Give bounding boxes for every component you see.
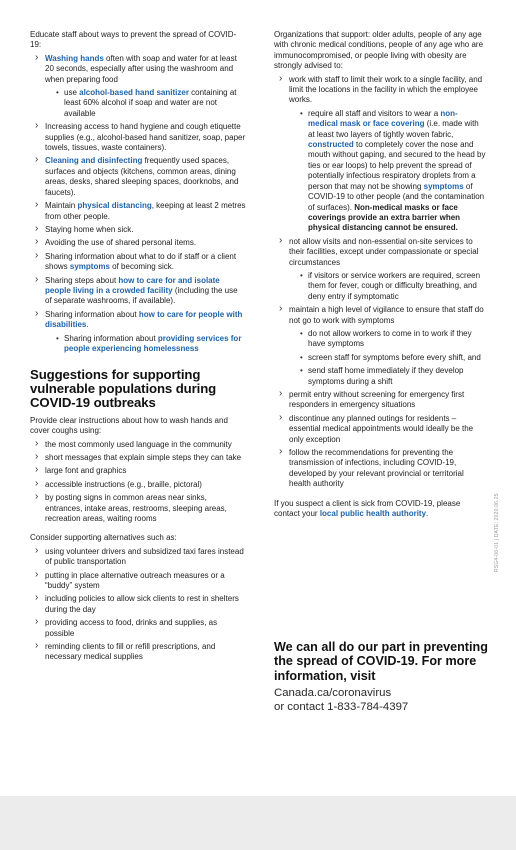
homelessness-link[interactable]: providing services for people experiencing homelessness: [64, 333, 242, 353]
washing-hands-link[interactable]: Washing hands: [45, 53, 104, 63]
prevention-list: [30, 54, 246, 355]
list-item: • do not allow workers to come in to work if they have symptoms: [274, 329, 486, 350]
list-item: › including policies to allow sick clients to rest in shelters during the day: [30, 594, 246, 615]
staff-intro: Educate staff about ways to prevent the spread of COVID-19:: [30, 30, 237, 50]
list-item: › permit entry without screening for emergency first responders in emergency situations: [274, 390, 486, 411]
call-to-action: [274, 640, 498, 715]
organizations-list: [274, 75, 486, 490]
alternatives-intro: Consider supporting alternatives such as:: [30, 533, 177, 543]
hand-sanitizer-link[interactable]: alcohol-based hand sanitizer: [79, 88, 189, 98]
list-item: • screen staff for symptoms before every shift, and: [274, 353, 486, 363]
list-item: › providing access to food, drinks and supplies, as possible: [30, 618, 246, 639]
list-item: • use alcohol-based hand sanitizer containing at least 60% alcohol if soap and water are not available: [30, 88, 246, 119]
wash-intro: Provide clear instructions about how to wash hands and cover coughs using:: [30, 415, 228, 436]
sick-client-note: If you suspect a client is sick from COVID-19, please contact your local public health authority.: [274, 498, 461, 519]
coronavirus-url-link[interactable]: Canada.ca/coronavirus: [274, 687, 392, 700]
list-item: › not allow visits and non-essential on-site services to their facilities, except under compassionate or special circumstances: [274, 237, 486, 268]
contact-phone: or contact 1-833-784-4397: [274, 701, 409, 714]
cleaning-disinfecting-link[interactable]: Cleaning and disinfecting: [45, 156, 143, 166]
list-item: › Increasing access to hand hygiene and cough etiquette supplies (e.g., alcohol-based hand sanitizer, soap, paper towels, tissues, waste containers).: [30, 122, 246, 153]
disabilities-link[interactable]: how to care for people with disabilities: [45, 309, 243, 330]
list-item: › Maintain physical distancing, keeping at least 2 metres from other people.: [30, 201, 246, 222]
list-item: › reminding clients to fill or refill prescriptions, and necessary medical supplies: [30, 642, 246, 663]
list-item: › using volunteer drivers and subsidized taxi fares instead of public transportation: [30, 547, 246, 568]
mask-link[interactable]: non-medical mask or face covering: [308, 108, 458, 129]
alternatives-list: [30, 547, 246, 663]
list-item: • if visitors or service workers are required, screen them for fever, cough or difficulty breathing, and deny entry if symptomatic: [274, 271, 486, 302]
public-health-authority-link[interactable]: local public health authority: [319, 509, 427, 519]
organizations-intro: Organizations that support: older adults, people of any age with chronic medical conditions, people of any age who are immunocompromised, or people living with obesity are strongly advised to:: [274, 30, 484, 71]
list-item: › Avoiding the use of shared personal items.: [30, 238, 246, 248]
section-heading: Suggestions for supporting vulnerable populations during COVID-19 outbreaks: [30, 367, 217, 410]
cta-heading: We can all do our part in preventing the spread of COVID-19. For more information, visit: [274, 640, 488, 683]
physical-distancing-link[interactable]: physical distancing: [77, 201, 152, 211]
list-item: › follow the recommendations for preventing the transmission of infections, including COVID-19, developed by your relevant provincial or territorial health authority: [274, 448, 486, 490]
list-item: › the most commonly used language in the community: [30, 440, 246, 450]
list-item: › Sharing information about what to do if staff or a client shows symptoms of becoming sick.: [30, 252, 246, 273]
list-item: › accessible instructions (e.g., braille, pictoral): [30, 480, 246, 490]
wash-instructions-list: [30, 440, 246, 525]
list-item: › putting in place alternative outreach measures or a “buddy” system: [30, 571, 246, 592]
symptoms-link[interactable]: symptoms: [69, 262, 110, 272]
list-item: › large font and graphics: [30, 466, 246, 476]
left-column: [30, 30, 246, 663]
list-item: › Washing hands often with soap and water for at least 20 seconds, especially after using the washroom and when preparing food: [30, 54, 246, 85]
list-item: • Sharing information about providing services for people experiencing homelessness: [30, 334, 246, 355]
symptoms-link[interactable]: symptoms: [423, 181, 464, 191]
mask-emphasis: Non-medical masks or face coverings provide an extra barrier when physical distancing cannot be ensured.: [308, 202, 461, 233]
list-item: • send staff home immediately if they develop symptoms during a shift: [274, 366, 486, 387]
list-item: › maintain a high level of vigilance to ensure that staff do not go to work with symptoms: [274, 305, 486, 326]
list-item: › Staying home when sick.: [30, 225, 246, 235]
list-item: • require all staff and visitors to wear a non-medical mask or face covering (i.e. made with at least two layers of tightly woven fabric, constructed to completely cover the nose and mouth without gaping, and secured to the head by ties or ear loops) to help prevent the spread of potentially infectious respiratory droplets from a person that may not be showing symptoms of COVID-19 to other people (and the contamination of surfaces). Non-medical masks or face coverings provide an extra barrier when physical distancing cannot be ensured.: [274, 109, 486, 234]
publication-code: RSG4-06-01 | DATE: 2020.06.25: [494, 493, 500, 572]
footer-band: [0, 796, 516, 850]
list-item: › short messages that explain simple steps they can take: [30, 453, 246, 463]
crowded-facility-link[interactable]: how to care for and isolate people living in a crowded facility: [45, 275, 220, 295]
constructed-link[interactable]: constructed: [308, 140, 354, 150]
list-item: › by posting signs in common areas near sinks, entrances, intake areas, restrooms, sleeping areas, recreation areas, waiting rooms: [30, 493, 246, 524]
list-item: › discontinue any planned outings for residents – essential medical appointments would ideally be the only exception: [274, 414, 486, 445]
list-item: › Sharing information about how to care for people with disabilities.: [30, 310, 246, 331]
list-item: › Cleaning and disinfecting frequently used spaces, surfaces and objects (kitchens, common areas, dining areas, desks, shared sleeping spaces, doorknobs, and faucets).: [30, 156, 246, 198]
list-item: › Sharing steps about how to care for and isolate people living in a crowded facility (including the use of separate washrooms, if available).: [30, 276, 246, 307]
list-item: › work with staff to limit their work to a single facility, and limit the locations in the facility in which the employee works.: [274, 75, 486, 106]
right-column: [274, 30, 486, 519]
